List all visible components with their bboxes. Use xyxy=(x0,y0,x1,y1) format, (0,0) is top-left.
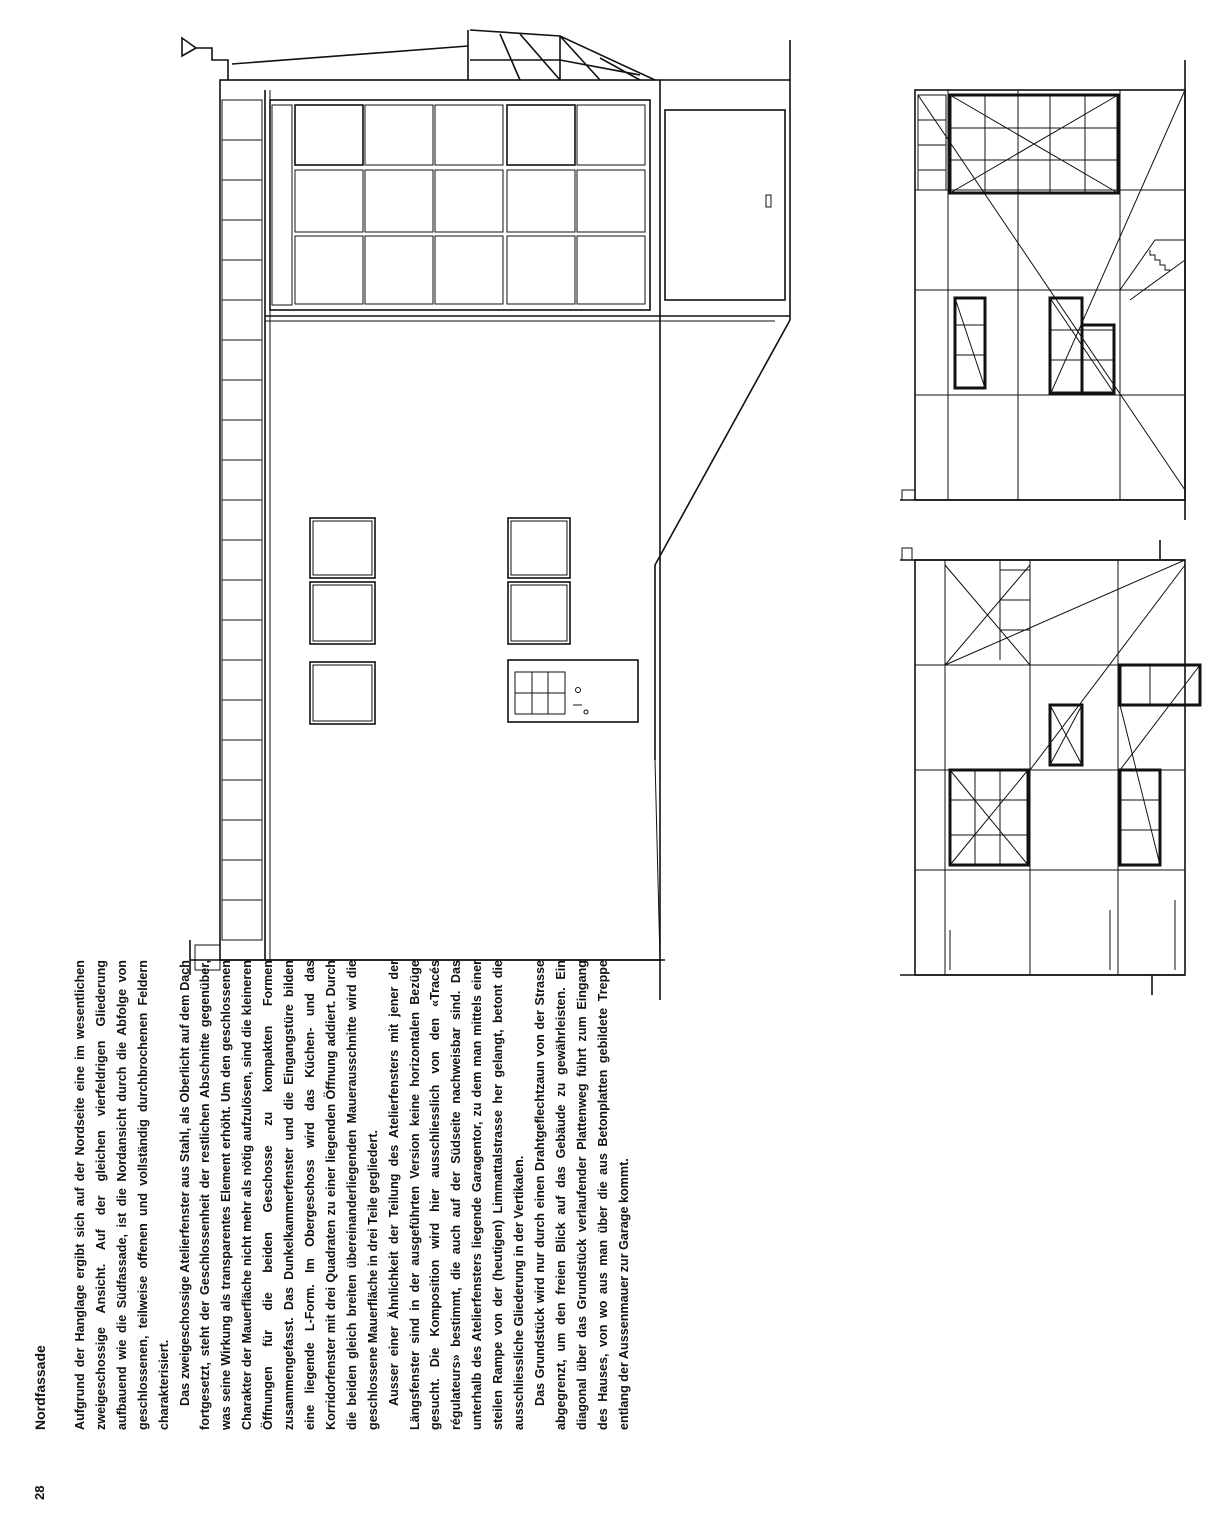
small-window-top-2 xyxy=(1050,298,1082,393)
ramp-line xyxy=(655,320,790,565)
section-title: Nordfassade xyxy=(32,1345,48,1430)
paragraph: Ausser einer Ähnlichkeit der Teilung des Atelierfensters mit jener der Längsfenster sind in der ausgeführten Version keine horizontalen Bezüge gesucht. Die Komposition wird hier ausschliesslich von den «Tracés régulateurs» bestimmt, die auch auf der Südseite nachweisbar sind. Das unterhalb des Atelierfensters liegende Garagentor, zu dem man mittels einer steilen Rampe von der (heutigen) Limmattalstrasse her gelangt, betont die ausschliessliche Gliederung in der Vertikalen. xyxy=(386,960,527,1430)
regulating-lines-drawing-top xyxy=(900,60,1185,520)
kitchen-window-2 xyxy=(310,582,375,644)
bell xyxy=(584,710,588,714)
skylight-truss xyxy=(470,30,655,80)
base-box-bottom xyxy=(902,548,912,560)
atelier-window xyxy=(270,100,650,310)
darkroom-window-2 xyxy=(508,582,570,644)
skylight-strip-divisions xyxy=(222,140,262,900)
small-window-bottom-2 xyxy=(1120,665,1200,705)
garage-door-handle xyxy=(766,195,771,207)
darkroom-window-1 xyxy=(508,518,570,578)
facade-outline xyxy=(220,80,660,960)
garage-door xyxy=(665,110,785,300)
paragraph: Das Grundstück wird nur durch einen Drahtgeflechtzaun von der Strasse abgegrenzt, um den freien Blick auf das Gebäude zu gewährleisten. Ein diagonal über das Grundstück verlaufender Plattenweg führt zum Eingang des Hauses, von wo aus man über die aus Betonplatten gebildete Treppe entlang der Aussenmauer zur Garage kommt. xyxy=(532,960,631,1430)
page-number: 28 xyxy=(32,1485,47,1500)
body-text xyxy=(70,960,634,1430)
north-elevation-drawing xyxy=(182,30,790,1000)
paragraph: Das zweigeschossige Atelierfenster aus Stahl, als Oberlicht auf dem Dach fortgesetzt, steht der Geschlossenheit der restlichen Abschnitte gegenüber, was seine Wirkung als transparentes Element erhöht. Um den geschlossenen Charakter der Mauerfläche nicht mehr als nötig aufzulösen, sind die kleineren Öffnungen für die beiden Geschosse zu kompakten Formen zusammengefasst. Das Dunkelkammerfenster und die Eingangstüre bilden eine liegende L-Form. Im Obergeschoss wird das Küchen- und das Korridorfenster mit drei Quadraten zu einer liegenden Öffnung addiert. Durch die beiden gleich breiten übereinanderliegenden Mauerausschnitte wird die geschlossene Mauerfläche in drei Teile gegliedert. xyxy=(177,960,380,1430)
corridor-window xyxy=(310,662,375,724)
entrance-door xyxy=(508,660,638,722)
kitchen-window-1 xyxy=(310,518,375,578)
chimney xyxy=(182,38,228,80)
atelier-window-panes xyxy=(272,105,645,305)
regulating-outline-bottom xyxy=(915,560,1185,975)
stair xyxy=(1120,240,1185,300)
small-window-top-3 xyxy=(1082,325,1114,393)
door-knob xyxy=(576,688,581,693)
base-box-top xyxy=(902,490,915,500)
skylight-edge xyxy=(232,46,468,64)
skylight-strip xyxy=(222,100,262,940)
paragraph: Aufgrund der Hanglage ergibt sich auf der Nordseite eine im wesentlichen zweigeschossige Ansicht. Auf der gleichen vierfeldrigen Gliederung aufbauend wie die Südfassade, ist die Nordansicht durch die Abfolge von geschlossenen, teilweise offenen und vollständig durchbrochenen Feldern charakterisiert. xyxy=(73,960,171,1430)
regulating-lines-drawing-bottom xyxy=(900,540,1200,995)
